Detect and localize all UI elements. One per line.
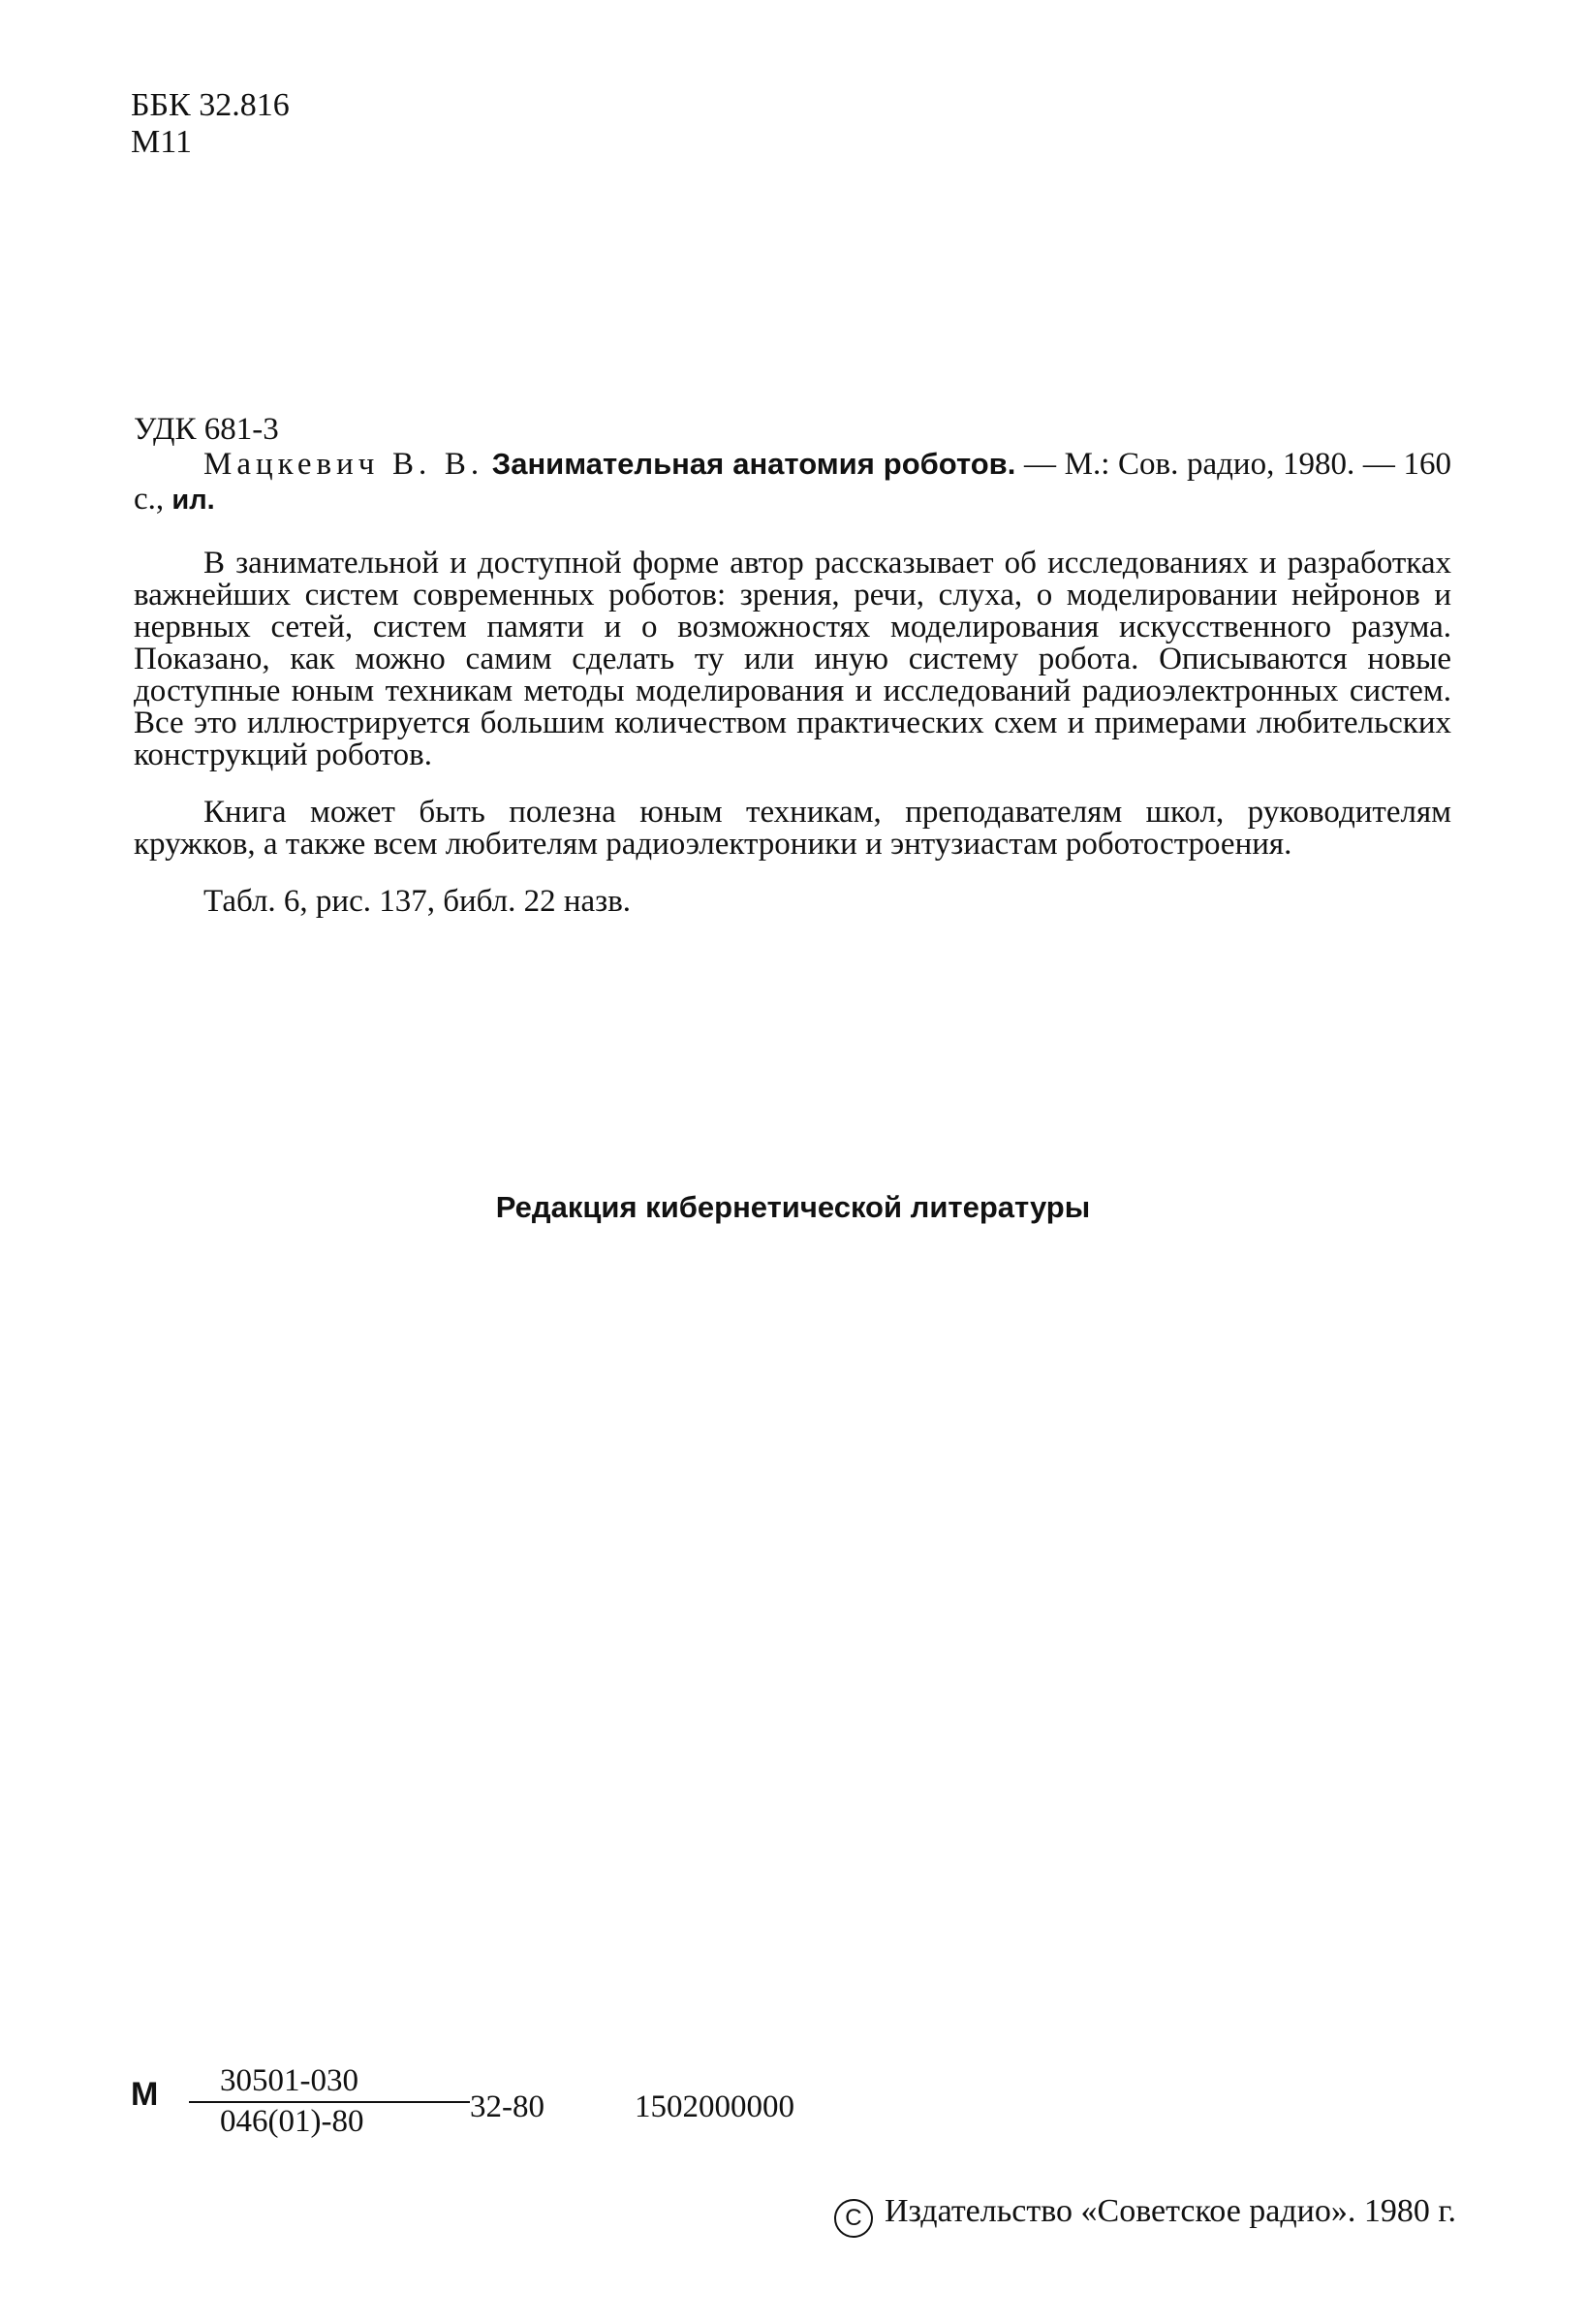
annotation bbox=[134, 548, 1451, 918]
copyright-text: Издательство «Советское радио». 1980 г. bbox=[884, 2193, 1456, 2229]
classification-block bbox=[131, 87, 290, 161]
code-numerator: 30501-030 bbox=[220, 2063, 358, 2098]
code-letter: М bbox=[131, 2076, 159, 2113]
copyright-icon: C bbox=[834, 2199, 873, 2238]
annotation-paragraph-2: Книга может быть полезна юным техникам, преподавателям школ, руководителям кружков, а также всем любителям радиоэлектроники и энтузиастам роботостроения. bbox=[134, 795, 1451, 862]
illustrations-note: ил. bbox=[171, 485, 215, 516]
author-name: Мацкевич В. В. bbox=[203, 447, 484, 482]
publication-code bbox=[131, 2062, 809, 2169]
editorial-office: Редакция кибернетической литературы bbox=[495, 1190, 1091, 1224]
code-suffix: 32-80 bbox=[470, 2089, 544, 2124]
annotation-paragraph-1: В занимательной и доступной форме автор рассказывает об исследованиях и разработках важнейших систем современных роботов: зрения, речи, слуха, о моделировании нейронов и нервных сетей, систем памяти и о возможностях моделирования искусственного разума. Показано, как можно самим сделать ту или иную систему робота. Описываются новые доступные юным техникам методы моделирования и исследований радиоэлектронных систем. Все это иллюстрируется большим количеством практических схем и примерами любительских конструкций роботов. bbox=[134, 546, 1451, 772]
bbk-code: ББК 32.816 bbox=[131, 87, 290, 123]
bibliographic-entry bbox=[134, 447, 1451, 518]
bibliographic-record bbox=[134, 412, 1451, 518]
copyright-line bbox=[751, 2192, 1456, 2238]
annotation-stats: Табл. 6, рис. 137, библ. 22 назв. bbox=[203, 884, 632, 919]
code-denominator: 046(01)-80 bbox=[220, 2104, 364, 2139]
code-number: 1502000000 bbox=[635, 2089, 794, 2124]
udk-code: УДК 681-3 bbox=[134, 412, 279, 447]
code-fraction bbox=[189, 2062, 509, 2140]
author-mark: М11 bbox=[131, 124, 192, 160]
book-title: Занимательная анатомия роботов. bbox=[491, 447, 1016, 481]
imprint-details: — М.: Сов. радио, 1980. — 160 с., bbox=[134, 447, 1451, 517]
